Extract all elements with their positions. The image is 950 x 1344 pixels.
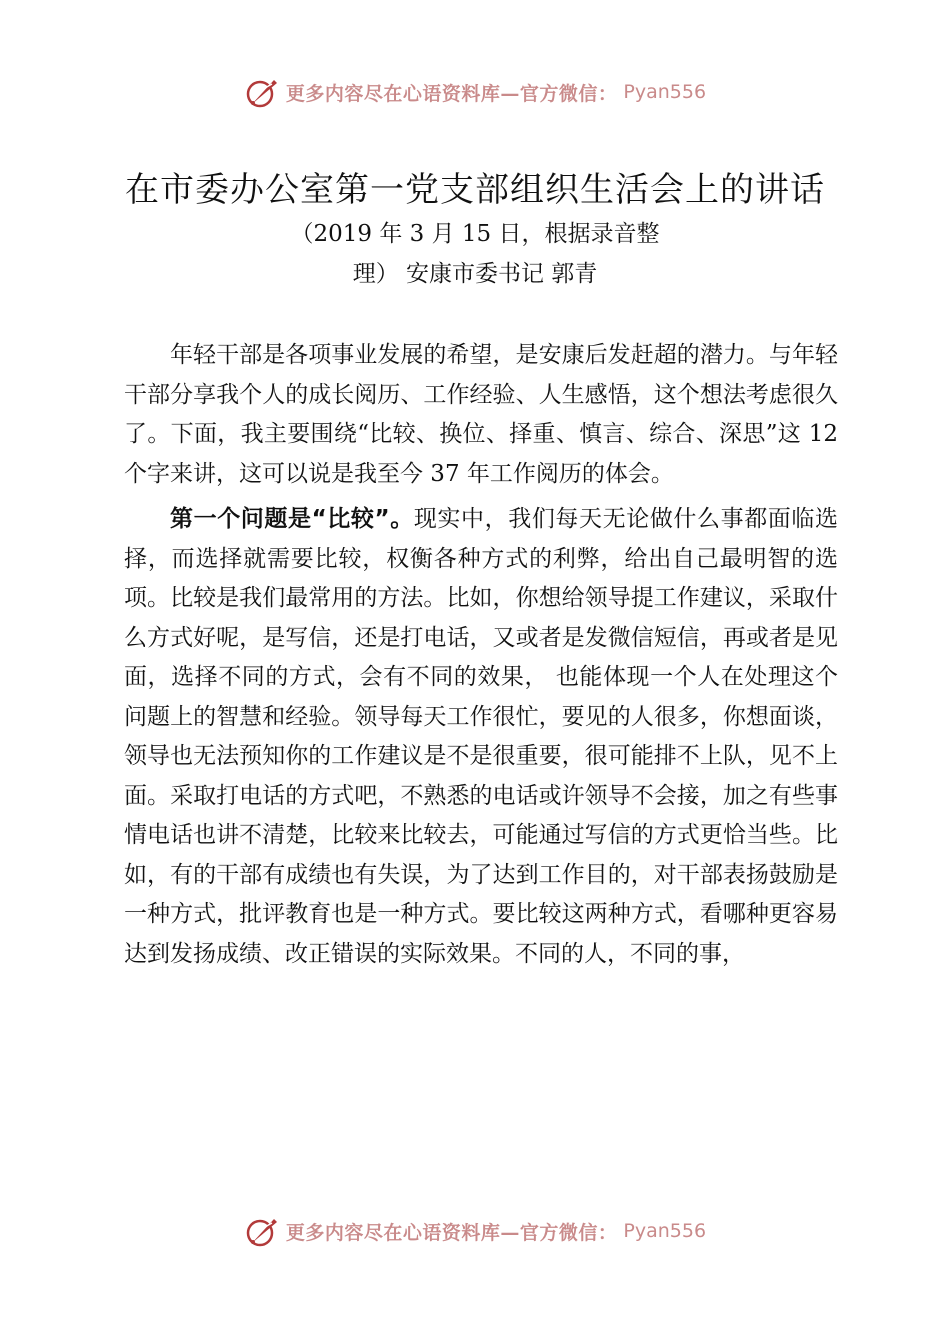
header-banner bbox=[0, 72, 950, 112]
paragraph-text: 现实中，我们每天无论做什么事都面临选择，而选择就需要比较，权衡各种方式的利弊，给出自己最明智的选项。比较是我们最常用的方法。比如，你想给领导提工作建议，采取什么方式好呢，是写信，还是打电话，又或者是发微信短信，再或者是见面，选择不同的方式，会有不同的效果， 也能体现一个人在处理这个问题上的智慧和经验。领导每天工作很忙，要见的人很多，你想面谈，领导也无法预知你的工作建议是不是很重要，很可能排不上队，见不上面。采取打电话的方式吧，不熟悉的电话或许领导不会接，加之有些事情电话也讲不清楚，比较来比较去，可能通过写信的方式更恰当些。比如，有的干部有成绩也有失误，为了达到工作目的，对干部表扬鼓励是一种方式，批评教育也是一种方式。要比较这两种方式，看哪种更容易达到发扬成绩、改正错误的实际效果。不同的人，不同的事， bbox=[124, 506, 839, 967]
paragraph-lead: 第一个问题是“比较”。 bbox=[170, 506, 414, 532]
banner-wechat-id: Pyan556 bbox=[623, 81, 707, 103]
paragraph-text: 年轻干部是各项事业发展的希望，是安康后发赶超的潜力。与年轻干部分享我个人的成长阅历、工作经验、人生感悟，这个想法考虑很久了。下面，我主要围绕“比较、换位、择重、慎言、综合、深思”这 12 个字来讲，这可以说是我至今 37 年工作阅历的体会。 bbox=[124, 342, 838, 487]
banner-text: 更多内容尽在心语资料库—官方微信： bbox=[285, 82, 618, 105]
footer-banner bbox=[0, 1211, 950, 1251]
paragraph-intro bbox=[124, 336, 838, 494]
paragraph-comparison bbox=[124, 500, 838, 974]
banner-wechat-id: Pyan556 bbox=[623, 1220, 707, 1242]
document-subtitle: （2019 年 3 月 15 日，根据录音整理） 安康市委书记 郭青 bbox=[290, 221, 660, 287]
banner-text: 更多内容尽在心语资料库—官方微信： bbox=[285, 1221, 618, 1244]
document-title: 在市委办公室第一党支部组织生活会上的讲话 bbox=[125, 170, 825, 210]
document-body bbox=[124, 336, 838, 980]
quill-pen-logo-icon bbox=[244, 74, 280, 110]
quill-pen-logo-icon bbox=[244, 1213, 280, 1249]
